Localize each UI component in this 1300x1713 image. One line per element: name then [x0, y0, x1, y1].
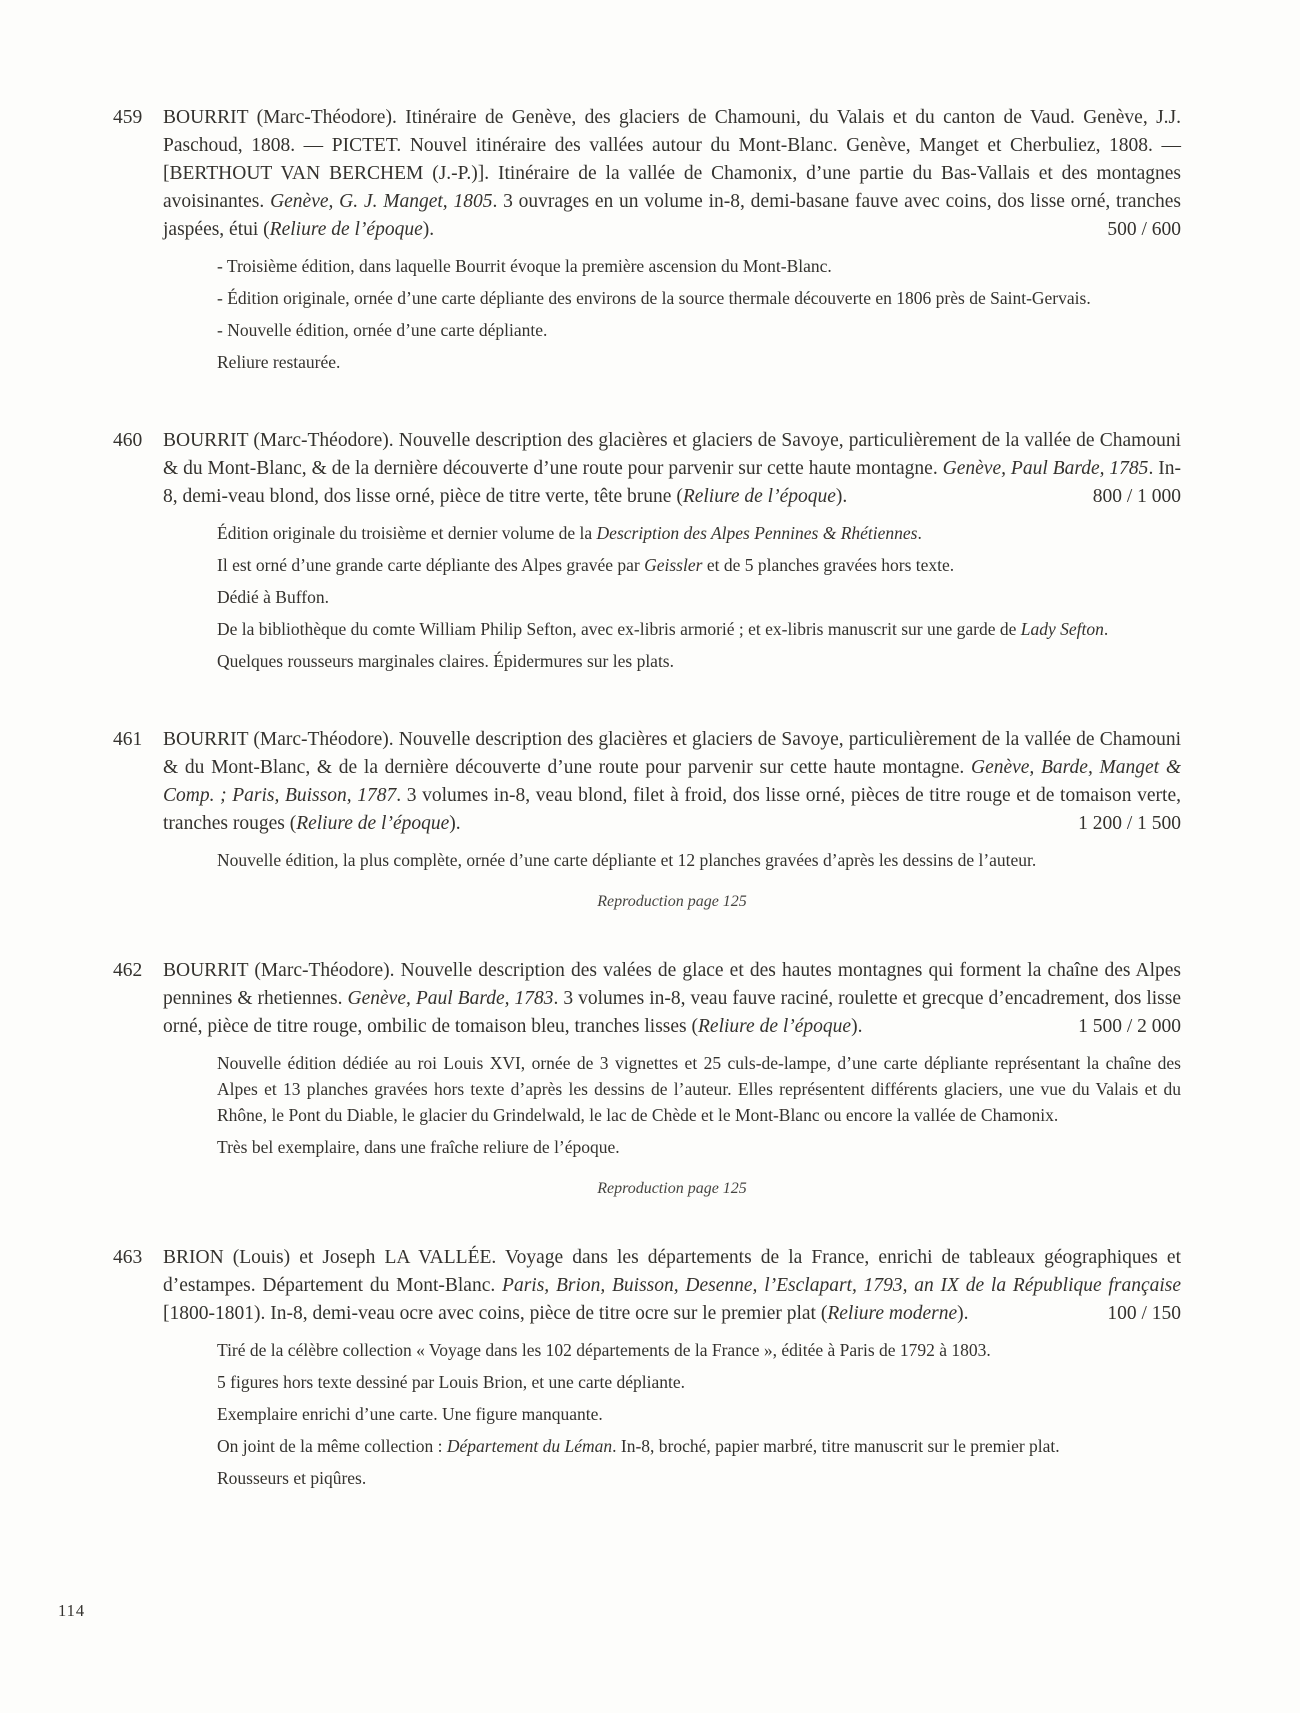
lot-notes — [163, 1337, 1181, 1497]
lot-description-text: BRION (Louis) et Joseph LA VALLÉE. Voyage dans les départements de la France, enrichi de tableaux géographiques et d’estampes. Département du Mont-Blanc. Paris, Brion, Buisson, Desenne, l’Esclapart, 1793, an IX de la République française [1800-1801). In-8, demi-veau ocre avec coins, pièce de titre ocre sur le premier plat (Reliure moderne). — [163, 1247, 1182, 1324]
lot-estimate: 100 / 150 — [1107, 1303, 1181, 1324]
lot-note: De la bibliothèque du comte William Philip Sefton, avec ex-libris armorié ; et ex-libris manuscrit sur une garde de Lady Sefton. — [217, 619, 1109, 639]
lot-note: - Troisième édition, dans laquelle Bourrit évoque la première ascension du Mont-Blanc. — [217, 256, 832, 276]
lot-description-text: BOURRIT (Marc-Théodore). Nouvelle description des valées de glace et des hautes montagnes qui forment la chaîne des Alpes pennines & rhetiennes. Genève, Paul Barde, 1783. 3 volumes in-8, veau fauve raciné, roulette et grecque d’encadrement, dos lisse orné, pièce de titre rouge, ombilic de tomaison bleu, tranches lisses (Reliure de l’époque). — [163, 960, 1181, 1037]
lot-notes — [163, 520, 1181, 680]
lot-number: 463 — [113, 1247, 143, 1268]
page-number: 114 — [58, 1601, 86, 1620]
lot-number: 462 — [113, 960, 143, 981]
lot-description — [163, 1244, 1181, 1328]
lot-note: Dédié à Buffon. — [217, 587, 329, 607]
lot-estimate: 1 500 / 2 000 — [1078, 1016, 1181, 1037]
lot-description-text: BOURRIT (Marc-Théodore). Itinéraire de Genève, des glaciers de Chamouni, du Valais et du canton de Vaud. Genève, J.J. Paschoud, 1808. — PICTET. Nouvel itinéraire des vallées autour du Mont-Blanc. Genève, Manget et Cherbuliez, 1808. — [BERTHOUT VAN BERCHEM (J.-P.)]. Itinéraire de la vallée de Chamonix, d’une partie du Bas-Vallais et des montagnes avoisinantes. Genève, G. J. Manget, 1805. 3 ouvrages en un volume in-8, demi-basane fauve avec coins, dos lisse orné, tranches jaspées, étui (Reliure de l’époque). — [163, 107, 1181, 240]
lot-note: Nouvelle édition dédiée au roi Louis XVI, ornée de 3 vignettes et 25 culs-de-lampe, d’une carte dépliante représentant la chaîne des Alpes et 13 planches gravées hors texte d’après les dessins de l’auteur. Elles représentent différents glaciers, une vue du Valais et du Rhône, le Pont du Diable, le glacier du Grindelwald, le lac de Chède et le Mont-Blanc ou encore la vallée de Chamonix. — [217, 1053, 1181, 1125]
lot-note: Rousseurs et piqûres. — [217, 1468, 367, 1488]
lot-description-text: BOURRIT (Marc-Théodore). Nouvelle description des glacières et glaciers de Savoye, particulièrement de la vallée de Chamouni & du Mont-Blanc, & de la dernière découverte d’une route pour parvenir sur cette haute montagne. Genève, Barde, Manget & Comp. ; Paris, Buisson, 1787. 3 volumes in-8, veau blond, filet à froid, dos lisse orné, pièces de titre rouge et de tomaison verte, tranches rouges (Reliure de l’époque). — [163, 729, 1181, 834]
lot-number: 459 — [113, 107, 143, 128]
lot-estimate: 1 200 / 1 500 — [1078, 813, 1181, 834]
lot-entry — [113, 957, 1181, 1198]
lot-number: 461 — [113, 729, 143, 750]
lot-entry — [113, 1244, 1181, 1497]
lot-number: 460 — [113, 430, 143, 451]
reproduction-note: Reproduction page 125 — [597, 893, 747, 910]
lot-notes — [163, 847, 1181, 879]
lot-note: Reliure restaurée. — [217, 352, 341, 372]
lot-estimate: 500 / 600 — [1107, 219, 1181, 240]
lot-note: Très bel exemplaire, dans une fraîche reliure de l’époque. — [217, 1137, 620, 1157]
lot-description — [163, 427, 1181, 511]
lot-note: Il est orné d’une grande carte dépliante des Alpes gravée par Geissler et de 5 planches gravées hors texte. — [217, 555, 955, 575]
lot-note: 5 figures hors texte dessiné par Louis Brion, et une carte dépliante. — [217, 1372, 685, 1392]
lot-description — [163, 957, 1181, 1041]
lot-note: Exemplaire enrichi d’une carte. Une figure manquante. — [217, 1404, 603, 1424]
lot-note: Tiré de la célèbre collection « Voyage dans les 102 départements de la France », éditée à Paris de 1792 à 1803. — [217, 1340, 991, 1360]
lot-description — [163, 726, 1181, 838]
lot-entry — [113, 427, 1181, 680]
lot-note: - Nouvelle édition, ornée d’une carte dépliante. — [217, 320, 548, 340]
lot-estimate: 800 / 1 000 — [1092, 486, 1181, 507]
lot-notes — [163, 1050, 1181, 1166]
lot-description — [163, 104, 1181, 244]
lot-entry — [113, 104, 1181, 381]
lot-note: Édition originale du troisième et dernier volume de la Description des Alpes Pennines & Rhétiennes. — [217, 523, 922, 543]
lot-list — [113, 104, 1181, 1543]
lot-note: - Édition originale, ornée d’une carte dépliante des environs de la source thermale découverte en 1806 près de Saint-Gervais. — [217, 288, 1091, 308]
lot-note: Nouvelle édition, la plus complète, ornée d’une carte dépliante et 12 planches gravées d’après les dessins de l’auteur. — [217, 850, 1037, 870]
lot-note: On joint de la même collection : Département du Léman. In-8, broché, papier marbré, titre manuscrit sur le premier plat. — [217, 1436, 1060, 1456]
lot-notes — [163, 253, 1181, 381]
lot-entry — [113, 726, 1181, 911]
reproduction-note: Reproduction page 125 — [597, 1180, 747, 1197]
lot-description-text: BOURRIT (Marc-Théodore). Nouvelle description des glacières et glaciers de Savoye, particulièrement de la vallée de Chamouni & du Mont-Blanc, & de la dernière découverte d’une route pour parvenir sur cette haute montagne. Genève, Paul Barde, 1785. In-8, demi-veau blond, dos lisse orné, pièce de titre verte, tête brune (Reliure de l’époque). — [163, 430, 1181, 507]
lot-note: Quelques rousseurs marginales claires. Épidermures sur les plats. — [217, 651, 674, 671]
